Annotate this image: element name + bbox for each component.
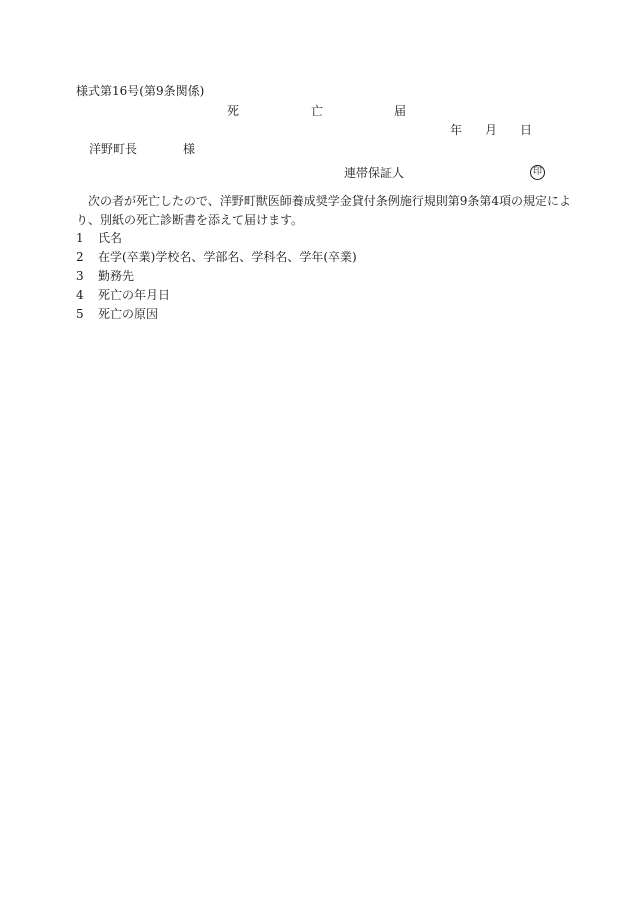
body-line-1: 次の者が死亡したので、洋野町獣医師養成奨学金貸付条例施行規則第9条第4項の規定によ [88, 194, 572, 208]
item-text: 勤務先 [98, 269, 135, 283]
item-number: 2 [76, 250, 84, 264]
date-day-label: 日 [520, 123, 533, 137]
item-number: 3 [76, 269, 84, 283]
item-text: 死亡の年月日 [98, 288, 171, 302]
list-item [76, 251, 357, 263]
list-item [76, 232, 122, 244]
date-year-label: 年 [450, 123, 463, 137]
item-text: 氏名 [98, 231, 123, 245]
title-char-2: 亡 [311, 104, 324, 118]
honorific: 様 [183, 142, 196, 156]
list-item [76, 308, 158, 320]
title-char-1: 死 [227, 104, 240, 118]
item-number: 5 [76, 307, 84, 321]
seal-mark: 印 [530, 165, 545, 180]
item-text: 在学(卒業)学校名、学部名、学科名、学年(卒業) [98, 250, 357, 264]
guarantor-label: 連帯保証人 [344, 166, 405, 180]
body-line-2: り、別紙の死亡診断書を添えて届けます。 [76, 213, 304, 227]
list-item [76, 289, 170, 301]
item-number: 4 [76, 288, 84, 302]
item-text: 死亡の原因 [98, 307, 159, 321]
list-item [76, 270, 134, 282]
form-number: 様式第16号(第9条関係) [76, 84, 205, 98]
title-char-3: 届 [394, 104, 407, 118]
date-month-label: 月 [485, 123, 498, 137]
addressee: 洋野町長 [89, 142, 138, 156]
item-number: 1 [76, 231, 84, 245]
body-paragraph [76, 192, 572, 230]
